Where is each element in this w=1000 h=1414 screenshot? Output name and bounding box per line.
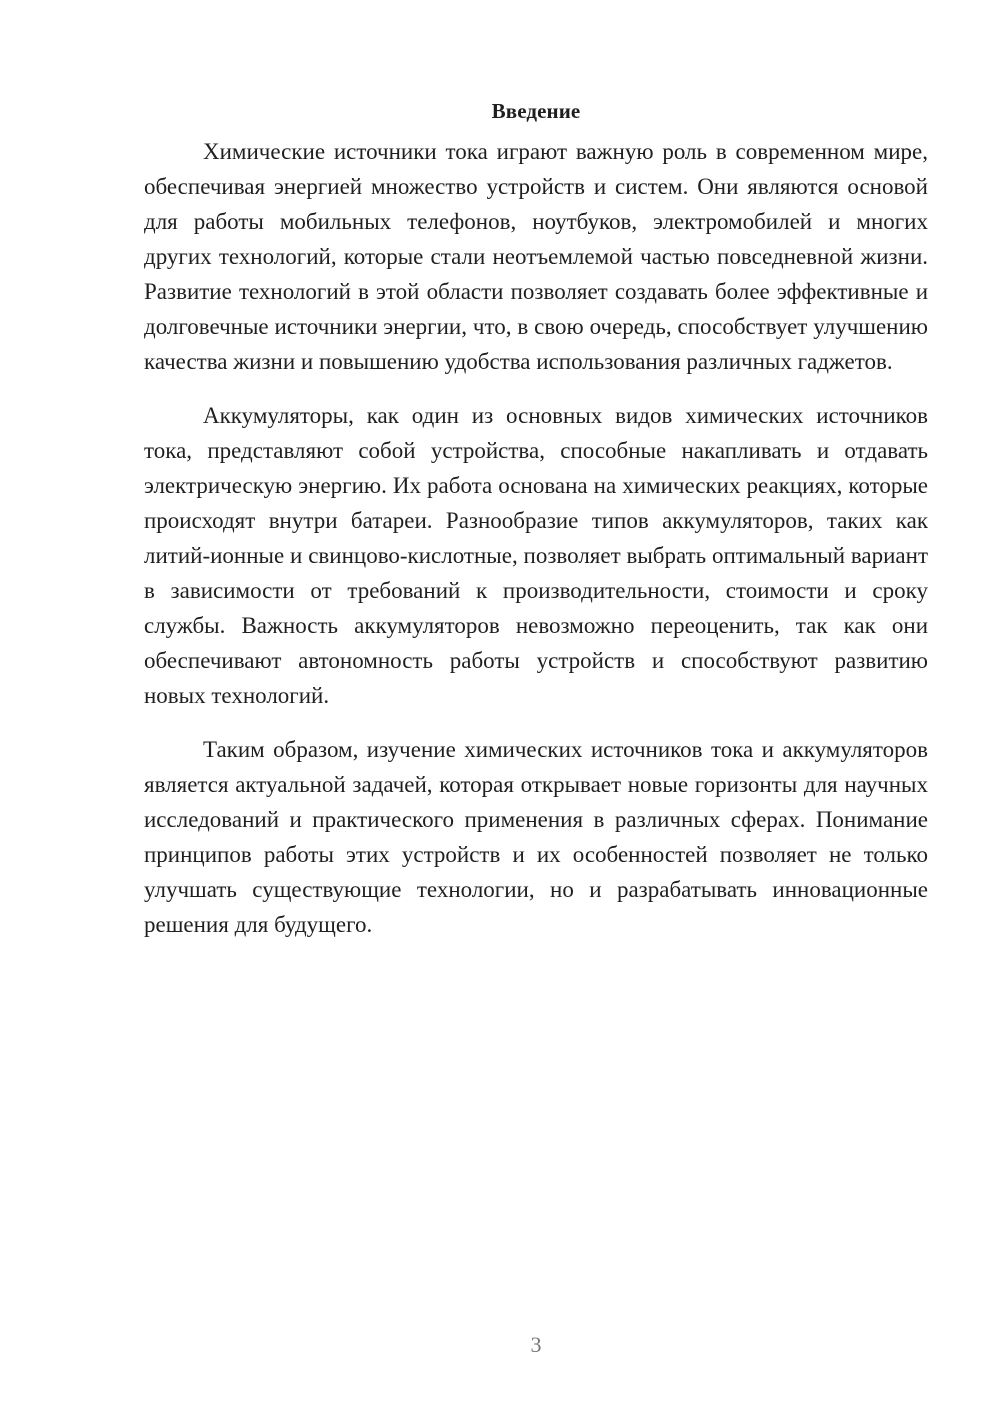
intro-paragraph-1: Химические источники тока играют важную роль в современном мире, обеспечивая энергией множество устройств и систем. Они являются основой для работы мобильных телефонов, ноутбуков, электромобилей и многих других технологий, которые стали неотъемлемой частью повседневной жизни. Развитие технологий в этой области позволяет создавать более эффективные и долговечные источники энергии, что, в свою очередь, способствует улучшению качества жизни и повышению удобства использования различных гаджетов.: [144, 139, 928, 374]
intro-paragraph-2: Аккумуляторы, как один из основных видов химических источников тока, представляют собой устройства, способные накапливать и отдавать электрическую энергию. Их работа основана на химических реакциях, которые происходят внутри батареи. Разнообразие типов аккумуляторов, таких как литий-ионные и свинцово-кислотные, позволяет выбрать оптимальный вариант в зависимости от требований к производительности, стоимости и сроку службы. Важность аккумуляторов невозможно переоценить, так как они обеспечивают автономность работы устройств и способствуют развитию новых технологий.: [144, 403, 928, 708]
page-content: [144, 96, 928, 942]
page-number: 3: [530, 1332, 542, 1357]
section-title: Введение: [491, 99, 581, 123]
intro-paragraph-3: Таким образом, изучение химических источников тока и аккумуляторов является актуальной задачей, которая открывает новые горизонты для научных исследований и практического применения в различных сферах. Понимание принципов работы этих устройств и их особенностей позволяет не только улучшать существующие технологии, но и разрабатывать инновационные решения для будущего.: [144, 737, 928, 937]
